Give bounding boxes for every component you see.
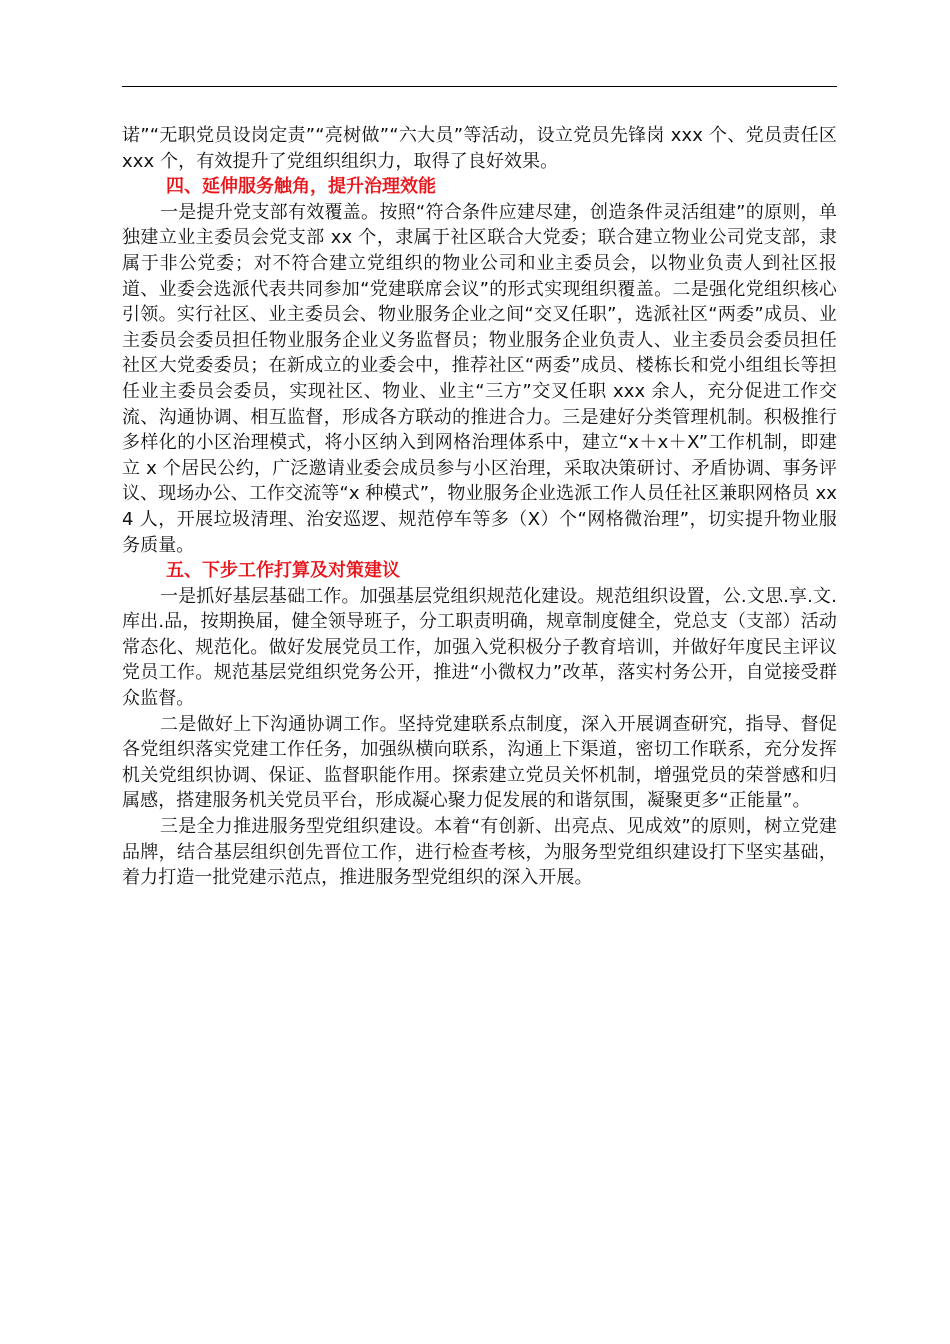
section-heading-four: 四、延伸服务触角，提升治理效能 <box>166 176 436 198</box>
header-rule <box>122 86 837 87</box>
section-heading-five: 五、下步工作打算及对策建议 <box>166 560 400 582</box>
paragraph-grassroots-work: 一是抓好基层基础工作。加强基层党组织规范化建设。规范组织设置，公.文思.享.文.库出.品，按期换届，健全领导班子，分工职责明确，规章制度健全，党总支（支部）活动常态化、规范化。做好发展党员工作，加强入党积极分子教育培训，并做好年度民主评议党员工作。规范基层党组织党务公开，推进“小微权力”改革，落实村务公开，自觉接受群众监督。 <box>122 585 837 710</box>
paragraph-service-oriented-organization: 三是全力推进服务型党组织建设。本着“有创新、出亮点、见成效”的原则，树立党建品牌，结合基层组织创先晋位工作，进行检查考核，为服务型党组织建设打下坚实基础，着力打造一批党建示范点，推进服务型党组织的深入开展。 <box>122 816 837 889</box>
paragraph-communication-coordination: 二是做好上下沟通协调工作。坚持党建联系点制度，深入开展调查研究，指导、督促各党组织落实党建工作任务，加强纵横向联系，沟通上下渠道，密切工作联系，充分发挥机关党组织协调、保证、监督职能作用。探索建立党员关怀机制，增强党员的荣誉感和归属感，搭建服务机关党员平台，形成凝心聚力促发展的和谐氛围，凝聚更多“正能量”。 <box>122 713 837 812</box>
paragraph-party-branch-coverage: 一是提升党支部有效覆盖。按照“符合条件应建尽建，创造条件灵活组建”的原则，单独建立业主委员会党支部 xx 个，隶属于社区联合大党委；联合建立物业公司党支部，隶属于非公党委；对不符合建立党组织的物业公司和业主委员会，以物业负责人到社区报道、业委会选派代表共同参加“党建联席会议”的形式实现组织覆盖。二是强化党组织核心引领。实行社区、业主委员会、物业服务企业之间“交叉任职”，选派社区“两委”成员、业主委员会委员担任物业服务企业义务监督员；物业服务企业负责人、业主委员会委员担任社区大党委委员；在新成立的业委会中，推荐社区“两委”成员、楼栋长和党小组组长等担任业主委员会委员，实现社区、物业、业主“三方”交叉任职 xxx 余人，充分促进工作交流、沟通协调、相互监督，形成各方联动的推进合力。三是建好分类管理机制。积极推行多样化的小区治理模式，将小区纳入到网格治理体系中，建立“x＋x＋X”工作机制，即建立 x 个居民公约，广泛邀请业委会成员参与小区治理，采取决策研讨、矛盾协调、事务评议、现场办公、工作交流等“x 种模式”，物业服务企业选派工作人员任社区兼职网格员 xx4 人，开展垃圾清理、治安巡逻、规范停车等多（X）个“网格微治理”，切实提升物业服务质量。 <box>122 201 837 556</box>
document-body <box>122 123 837 891</box>
paragraph-continuation: 诺”“无职党员设岗定责”“亮树做”“六大员”等活动，设立党员先锋岗 xxx 个、党员责任区 xxx 个，有效提升了党组织组织力，取得了良好效果。 <box>122 125 837 172</box>
